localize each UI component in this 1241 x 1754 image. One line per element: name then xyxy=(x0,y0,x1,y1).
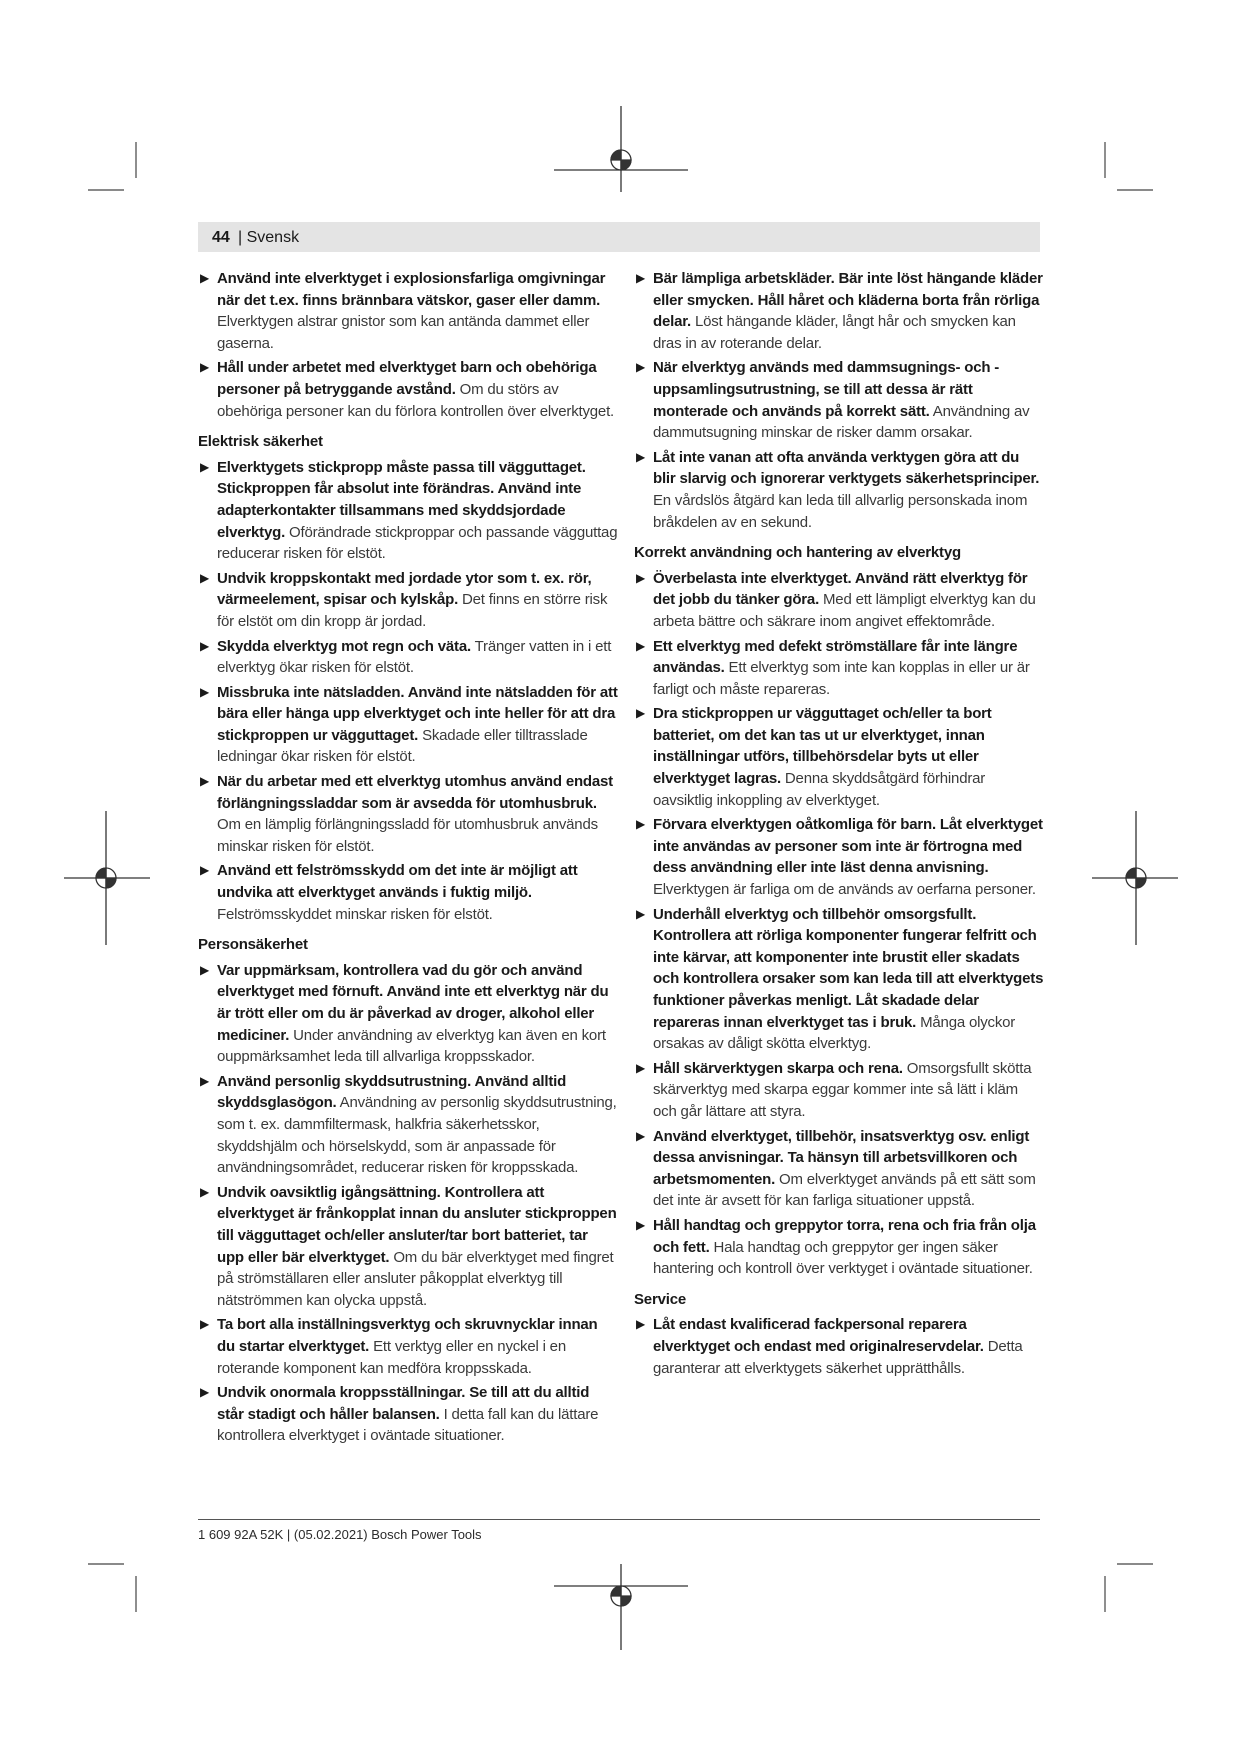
instruction-bold-text: Håll handtag och greppytor torra, rena och fria från olja och fett. xyxy=(653,1216,1036,1256)
instruction-bold-text: Håll under arbetet med elverktyget barn och obehöriga personer på betryggande avstånd. xyxy=(217,359,597,398)
instruction-bold-text: Använd personlig skyddsutrustning. Använd alltid skyddsglasögon. xyxy=(217,1072,567,1112)
instruction-bold-text: Överbelasta inte elverktyget. Använd rätt elverktyg för det jobb du tänker göra. xyxy=(653,569,1028,609)
instruction-explanation-text: Detta garanterar att elverktygets säkerhet upprätthålls. xyxy=(653,1337,1023,1377)
instruction-bold-text: Ta bort alla inställningsverktyg och skruvnycklar innan du startar elverktyget. xyxy=(217,1316,598,1355)
right-safety-instruction xyxy=(634,268,1044,354)
left-section-heading: Elektrisk säkerhet xyxy=(198,433,323,451)
instruction-bold-text: Skydda elverktyg mot regn och väta. xyxy=(217,637,471,655)
instruction-bold-text: Elverktygets stickpropp måste passa till vägguttaget. Stickproppen får absolut inte förändras. Använd inte adapterkontakter tillsammans med skyddsjordade elverktyg. xyxy=(217,458,586,541)
instruction-explanation-text: Det finns en större risk för elstöt om din kropp är jordad. xyxy=(217,591,608,630)
bullet-arrow-icon: ▶ xyxy=(636,1217,646,1232)
left-safety-instruction xyxy=(198,1182,618,1312)
instruction-bold-text: Underhåll elverktyg och tillbehör omsorgsfullt. Kontrollera att rörliga komponenter fungerar felfritt och inte kärvar, att komponenter inte brustit eller skadats och kontrollera orsaker som kan leda till att elverktygets funktioner påverkas menligt. Låt skadade delar repareras innan elverktyget tas i bruk. xyxy=(653,905,1044,1031)
left-safety-instruction xyxy=(198,357,618,422)
left-safety-instruction xyxy=(198,636,618,679)
registration-mark-top-icon xyxy=(551,104,691,194)
right-safety-instruction xyxy=(634,1058,1044,1123)
instruction-explanation-text: Felströmsskyddet minskar risken för elstöt. xyxy=(217,905,493,923)
bullet-arrow-icon: ▶ xyxy=(636,706,646,721)
right-safety-instruction xyxy=(634,568,1044,633)
bullet-arrow-icon: ▶ xyxy=(636,449,646,464)
language-label xyxy=(238,229,299,247)
instruction-bold-text: Använd inte elverktyget i explosionsfarliga omgivningar när det t.ex. finns brännbara vätskor, gaser eller damm. xyxy=(217,270,606,309)
left-safety-instruction xyxy=(198,1382,618,1447)
left-column xyxy=(198,268,618,1450)
bullet-arrow-icon: ▶ xyxy=(200,684,210,699)
left-safety-instruction xyxy=(198,860,618,925)
bullet-arrow-icon: ▶ xyxy=(636,1317,646,1332)
bullet-arrow-icon: ▶ xyxy=(636,817,646,832)
bullet-arrow-icon: ▶ xyxy=(200,1073,210,1088)
right-safety-instruction xyxy=(634,636,1044,701)
instruction-bold-text: Var uppmärksam, kontrollera vad du gör och använd elverktyget med förnuft. Använd inte ett elverktyg när du är trött eller om du är påverkad av droger, alkohol eller mediciner. xyxy=(217,961,609,1044)
right-safety-instruction xyxy=(634,1215,1044,1280)
registration-mark-bottom-icon xyxy=(551,1562,691,1652)
bullet-arrow-icon: ▶ xyxy=(636,906,646,921)
right-safety-instruction xyxy=(634,357,1044,443)
right-safety-instruction xyxy=(634,814,1044,900)
bullet-arrow-icon: ▶ xyxy=(200,962,210,977)
right-safety-instruction xyxy=(634,703,1044,811)
instruction-explanation-text: Tränger vatten in i ett elverktyg ökar risken för elstöt. xyxy=(217,637,612,677)
instruction-bold-text: Förvara elverktygen oåtkomliga för barn. Låt elverktyget inte användas av personer som inte är förtrogna med dess användning eller inte läst denna anvisning. xyxy=(653,816,1043,877)
bullet-arrow-icon: ▶ xyxy=(636,1128,646,1143)
right-section-heading: Korrekt användning och hantering av elverktyg xyxy=(634,544,961,562)
instruction-explanation-text: Om du störs av obehöriga personer kan du förlora kontrollen över elverktyget. xyxy=(217,380,615,420)
instruction-bold-text: När du arbetar med ett elverktyg utomhus använd endast förlängningssladdar som är avsedda för utomhusbruk. xyxy=(217,773,613,812)
left-section-heading: Personsäkerhet xyxy=(198,936,308,954)
right-section-heading: Service xyxy=(634,1290,686,1308)
bullet-arrow-icon: ▶ xyxy=(200,459,210,474)
instruction-bold-text: Ett elverktyg med defekt strömställare får inte längre användas. xyxy=(653,637,1018,677)
instruction-explanation-text: Ett elverktyg som inte kan kopplas in eller ur är farligt och måste repareras. xyxy=(653,659,1030,698)
instruction-bold-text: Dra stickproppen ur vägguttaget och/eller ta bort batteriet, om det kan tas ut ur elverktyget, innan inställningar utförs, tillbehörsdelar byts ut eller elverktyget lagras. xyxy=(653,705,992,788)
bullet-arrow-icon: ▶ xyxy=(636,1060,646,1075)
instruction-explanation-text: Om elverktyget används på ett sätt som det inte är avsett för kan farliga situationer uppstå. xyxy=(653,1170,1036,1210)
right-safety-instruction xyxy=(634,447,1044,533)
instruction-explanation-text: Löst hängande kläder, långt hår och smycken kan dras in av roterande delar. xyxy=(653,313,1016,352)
left-safety-instruction xyxy=(198,268,618,354)
instruction-bold-text: Använd elverktyget, tillbehör, insatsverktyg osv. enligt dessa anvisningar. Ta hänsyn till arbetsvillkoren och arbetsmomenten. xyxy=(653,1127,1030,1188)
instruction-explanation-text: Användning av personlig skyddsutrustning, som t. ex. dammfiltermask, halkfria säkerhetsskor, skyddshjälm och hörselskydd, som är anpassade för användningsområdet, reducerar risken för kroppsskada. xyxy=(217,1094,617,1177)
header-separator: | xyxy=(238,229,243,246)
instruction-bold-text: Missbruka inte nätsladden. Använd inte nätsladden för att bära eller hänga upp elverktyget och inte heller för att dra stickproppen ur vägguttaget. xyxy=(217,683,618,744)
instruction-explanation-text: Om du bär elverktyget med fingret på strömställaren eller ansluter påkopplat elverktyg till nätströmmen kan olycka uppstå. xyxy=(217,1248,614,1309)
instruction-explanation-text: Användning av dammutsugning minskar de risker damm orsakar. xyxy=(653,402,1030,442)
instruction-explanation-text: Elverktygen alstrar gnistor som kan antända dammet eller gaserna. xyxy=(217,313,590,352)
right-safety-instruction xyxy=(634,1126,1044,1212)
instruction-bold-text: Låt inte vanan att ofta använda verktygen göra att du blir slarvig och ignorerar verktygets säkerhetsprinciper. xyxy=(653,448,1040,488)
page-number: 44 xyxy=(212,229,230,246)
bullet-arrow-icon: ▶ xyxy=(200,774,210,789)
footer-divider xyxy=(198,1519,1040,1520)
left-safety-instruction xyxy=(198,1314,618,1379)
bullet-arrow-icon: ▶ xyxy=(200,1184,210,1199)
bullet-arrow-icon: ▶ xyxy=(200,271,210,285)
page-footer: 1 609 92A 52K | (05.02.2021) Bosch Power Tools xyxy=(198,1527,482,1542)
bullet-arrow-icon: ▶ xyxy=(636,271,646,285)
instruction-explanation-text: En vårdslös åtgärd kan leda till allvarlig personskada inom bråkdelen av en sekund. xyxy=(653,491,1028,531)
left-safety-instruction xyxy=(198,568,618,633)
right-safety-instruction xyxy=(634,904,1044,1055)
registration-mark-left-icon xyxy=(62,808,152,948)
right-column xyxy=(634,268,1044,1382)
left-safety-instruction xyxy=(198,682,618,768)
left-safety-instruction xyxy=(198,457,618,565)
instruction-explanation-text: Ett verktyg eller en nyckel i en roterande komponent kan medföra kroppsskada. xyxy=(217,1337,566,1377)
instruction-explanation-text: Om en lämplig förlängningssladd för utomhusbruk används minskar risken för elstöt. xyxy=(217,816,598,855)
registration-mark-right-icon xyxy=(1090,808,1180,948)
bullet-arrow-icon: ▶ xyxy=(200,570,210,585)
left-safety-instruction xyxy=(198,960,618,1068)
page-header xyxy=(198,222,1040,252)
instruction-bold-text: Bär lämpliga arbetskläder. Bär inte löst hängande kläder eller smycken. Håll håret och kläderna borta från rörliga delar. xyxy=(653,270,1043,331)
bullet-arrow-icon: ▶ xyxy=(200,1385,210,1400)
instruction-bold-text: Använd ett felströmsskydd om det inte är möjligt att undvika att elverktyget används i fuktig miljö. xyxy=(217,862,578,902)
language-name: Svensk xyxy=(246,229,300,246)
instruction-bold-text: Undvik kroppskontakt med jordade ytor som t. ex. rör, värmeelement, spisar och kylskåp. xyxy=(217,569,592,609)
instruction-explanation-text: Oförändrade stickproppar och passande vägguttag reducerar risken för elstöt. xyxy=(217,523,618,563)
instruction-explanation-text: Hala handtag och greppytor ger ingen säker hantering och kontroll över verktyget i oväntade situationer. xyxy=(653,1238,1033,1278)
bullet-arrow-icon: ▶ xyxy=(636,638,646,653)
bullet-arrow-icon: ▶ xyxy=(636,360,646,375)
instruction-bold-text: När elverktyg används med dammsugnings- och -uppsamlingsutrustning, se till att dessa är rätt monterade och används på korrekt sätt. xyxy=(653,359,1000,420)
bullet-arrow-icon: ▶ xyxy=(636,570,646,585)
instruction-explanation-text: Med ett lämpligt elverktyg kan du arbeta bättre och säkrare inom angivet effektområde. xyxy=(653,591,1036,630)
left-safety-instruction xyxy=(198,771,618,857)
instruction-explanation-text: Elverktygen är farliga om de används av oerfarna personer. xyxy=(653,881,1036,899)
bullet-arrow-icon: ▶ xyxy=(200,1317,210,1332)
instruction-explanation-text: Skadade eller tilltrasslade ledningar ökar risken för elstöt. xyxy=(217,726,588,766)
instruction-explanation-text: Omsorgsfullt skötta skärverktyg med skarpa eggar kommer inte så lätt i kläm och går lättare att styra. xyxy=(653,1059,1032,1120)
bullet-arrow-icon: ▶ xyxy=(200,863,210,878)
instruction-explanation-text: I detta fall kan du lättare kontrollera elverktyget i oväntade situationer. xyxy=(217,1405,599,1445)
instruction-bold-text: Undvik onormala kroppsställningar. Se till att du alltid står stadigt och håller balansen. xyxy=(217,1384,590,1423)
instruction-bold-text: Undvik oavsiktlig igångsättning. Kontrollera att elverktyget är frånkopplat innan du ansluter stickproppen till vägguttaget och/eller ansluter/tar bort batteriet, tar upp eller bär elverktyget. xyxy=(217,1183,617,1266)
instruction-explanation-text: Under användning av elverktyg kan även en kort ouppmärksamhet leda till allvarliga kroppsskador. xyxy=(217,1026,606,1066)
left-safety-instruction xyxy=(198,1071,618,1179)
bullet-arrow-icon: ▶ xyxy=(200,360,210,375)
instruction-bold-text: Låt endast kvalificerad fackpersonal reparera elverktyget och endast med originalreservdelar. xyxy=(653,1316,984,1355)
bullet-arrow-icon: ▶ xyxy=(200,638,210,653)
instruction-bold-text: Håll skärverktygen skarpa och rena. xyxy=(653,1059,903,1077)
instruction-explanation-text: Många olyckor orsakas av dåligt skötta elverktyg. xyxy=(653,1013,1016,1053)
right-safety-instruction xyxy=(634,1314,1044,1379)
instruction-explanation-text: Denna skyddsåtgärd förhindrar oavsiktlig inkoppling av elverktyget. xyxy=(653,770,986,809)
